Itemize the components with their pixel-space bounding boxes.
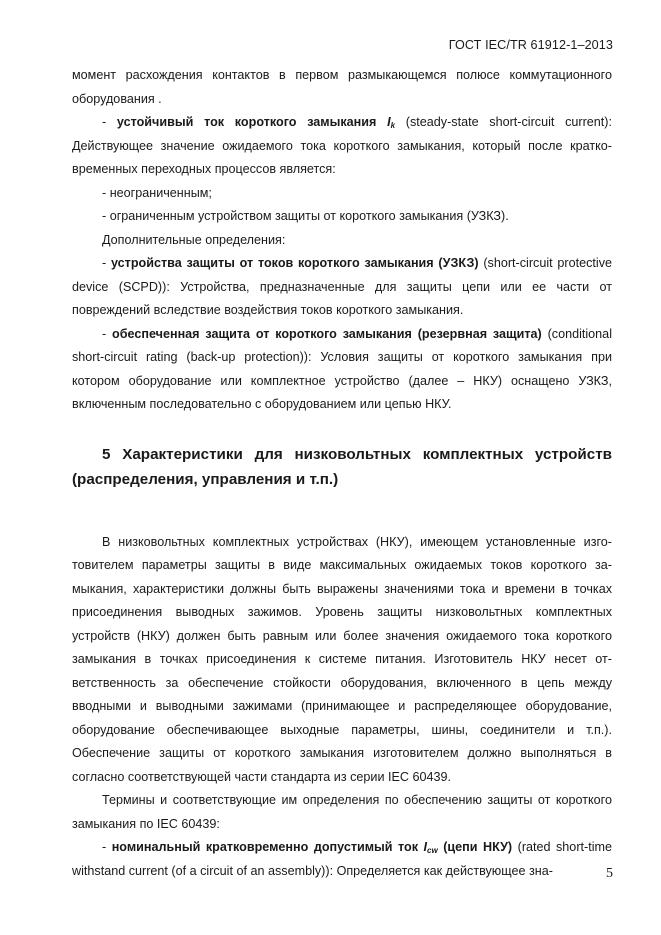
list-item: - неограниченным; — [102, 185, 212, 200]
term-continuation: (цепи НКУ) — [437, 840, 513, 854]
symbol: $I_{cw}$ — [423, 840, 438, 855]
list-dash: - — [102, 326, 113, 341]
definition-text: (conditional short-circuit rating (back-up protection)): Условия защиты от короткого замыкания при котором оборудование или комплектное устройство (далее – НКУ) оснащено УЗКЗ, включенным последовательно с оборудованием или цепью НКУ. — [72, 326, 612, 411]
definition-conditional-rating — [72, 323, 612, 417]
definition-text: (steady-state short-circuit current): Действующее значение ожидаемого тока короткого замыкания, который после кратковременных переходных процессов является: — [72, 115, 613, 176]
list-item: - ограниченным устройством защиты от короткого замыкания (УЗКЗ). — [102, 209, 509, 223]
list-dash: - — [102, 115, 117, 129]
definition-text: (rated short-time withstand current (of a circuit of an assembly)): Определяется как действующее зна- — [72, 840, 612, 878]
paragraph: Термины и соответствующие им определения по обеспечению защиты от короткого замыкания по IEC 60439: — [72, 793, 612, 831]
paragraph-continuation: момент расхождения контактов в первом размыкающемся полюсе коммутационного оборудования . — [72, 68, 612, 106]
list-dash: - — [102, 840, 112, 854]
term: устройства защиты от токов короткого замыкания (УЗКЗ) — [110, 256, 479, 270]
symbol-subscript: k — [390, 121, 396, 130]
section-heading: 5 Характеристики для низковольтных комплектных устройств (распределения, управления и т.п.) — [72, 445, 612, 488]
additional-definitions-label: Дополнительные определения: — [102, 232, 286, 247]
paragraph: В низковольтных комплектных устройствах (НКУ), имеющем установленные изготовителем параметры защиты в виде максимальных ожидаемых токов короткого замыкания, характеристики должны быть выражены значениями тока и времени в точках присоединения выводных зажимов. Уровень защиты низковольтных комплектных устройств (НКУ) должен быть равным или более значения ожидаемого тока короткого замыкания в точках присоединения к системе питания. Изготовитель НКУ несет ответственность за обеспечение стойкости оборудования, включенного в цепь между вводными и выводными зажимами (принимающее и распределяющее оборудование, оборудование обеспечивающее выходные параметры, шины, соединители и т.п.). Обеспечение защиты от короткого замыкания изготовителем должно выполняться в согласно соответствующей части стандарта из серии IEC 60439. — [72, 534, 612, 784]
term: обеспеченная защита от короткого замыкания (резервная защита) — [112, 326, 542, 341]
page-body — [72, 64, 612, 883]
definition-steady-state-current — [72, 111, 612, 182]
term: устойчивый ток короткого замыкания — [116, 115, 377, 129]
symbol-subscript: cw — [427, 846, 438, 855]
list-dash: - — [102, 256, 111, 270]
document-header: ГОСТ IEC/TR 61912-1–2013 — [448, 38, 613, 52]
definition-short-time-withstand — [72, 836, 612, 883]
definition-text: (short-circuit protective device (SCPD)): Устройства, предназначенные для защиты цепи или ее части от повреждений вследствие воздействия токов короткого замыкания. — [72, 256, 612, 317]
page-number: 5 — [606, 866, 613, 881]
definition-scpd — [72, 252, 612, 323]
term: номинальный кратковременно допустимый ток — [111, 840, 419, 854]
symbol: $I_k$ — [387, 115, 396, 130]
